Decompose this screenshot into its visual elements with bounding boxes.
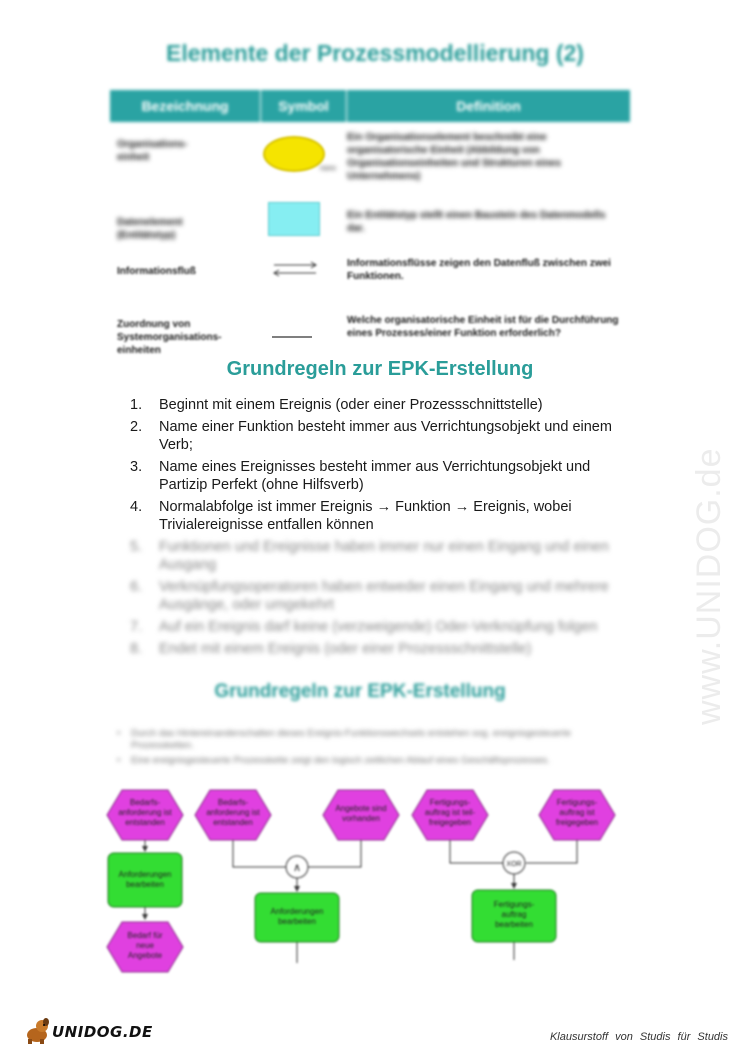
slide2-title: Grundregeln zur EPK-Erstellung — [226, 358, 534, 380]
row-def-datenelement: Ein Entitätstyp stellt einen Baustein des Datenmodells dar. — [347, 210, 606, 234]
bullet-list — [117, 728, 607, 770]
function-box — [472, 890, 556, 942]
header-symbol: Symbol — [278, 98, 329, 114]
slide3-title: Grundregeln zur EPK-Erstellung — [214, 681, 506, 702]
svg-text:Bedarf fürneueAngebote: Bedarf für neue Angebote — [127, 931, 163, 960]
and-connector — [286, 856, 308, 878]
slide1-title: Elemente der Prozessmodellierung (2) — [166, 40, 584, 66]
line-icon — [272, 335, 312, 339]
rule-item: 6. Verknüpfungsoperatoren haben entweder einen Eingang und mehrere Ausgänge, oder umgekehrt — [130, 579, 609, 613]
logo-text: UNIDOG.DE — [52, 1023, 153, 1041]
svg-text:Anforderungenbearbeiten: Anforderungen bearbeiten — [270, 907, 324, 926]
rule-item: 1. Beginnt mit einem Ereignis (oder einer Prozessschnittstelle) — [130, 397, 543, 413]
row-label-organisation: Organisations- einheit — [117, 139, 188, 163]
function-box — [255, 893, 339, 942]
svg-text:Fertigungs-auftrag ist teil-fr: Fertigungs-auftrag ist teil-freigegeben — [424, 798, 476, 827]
svg-text:Angebote sindvorhanden: Angebote sind vorhanden — [335, 804, 387, 823]
rule-item: 5. Funktionen und Ereignisse haben immer nur einen Eingang und einen Ausgang — [130, 539, 609, 573]
xor-connector — [503, 852, 525, 874]
event-hexagon — [107, 790, 183, 840]
rules-list — [130, 396, 630, 662]
double-arrow-icon — [270, 259, 320, 279]
row-label-zuordnung: Zuordnung von Systemorganisations- einheiten — [117, 319, 222, 356]
svg-text:Fertigungs-auftragbearbeiten: Fertigungs-auftrag bearbeiten — [493, 900, 535, 929]
row-def-zuordnung: Welche organisatorische Einheit ist für die Durchführung eines Prozesses/einer Funktion erforderlich? — [347, 315, 619, 339]
unidog-logo — [22, 1015, 157, 1045]
event-hexagon — [107, 922, 183, 972]
datenelement-rect-icon — [268, 202, 320, 236]
table-header — [110, 90, 630, 122]
rule-item: 8. Endet mit einem Ereignis (oder einer Prozessschnittstelle) — [130, 641, 532, 657]
rule-item: 7. Auf ein Ereignis darf keine (verzweigende) Oder-Verknüpfung folgen — [130, 619, 598, 635]
event-hexagon — [412, 790, 488, 840]
row-label-datenelement: Datenelement (Entitätstyp) — [117, 217, 183, 241]
bullet-item: • Durch das Hintereinanderschalten dieses Ereignis-Funktionswechsels entstehen sog. ereignisgesteuerte Prozessketten. — [117, 728, 607, 752]
function-box — [108, 853, 182, 907]
svg-text:Bedarfs-anforderung istentstan: Bedarfs-anforderung ist entstanden — [206, 798, 260, 827]
event-hexagon — [539, 790, 615, 840]
svg-text:∧: ∧ — [292, 862, 302, 874]
organisation-ellipse-icon — [263, 136, 325, 172]
row-label-informationsfluss: Informationsfluß — [117, 266, 196, 277]
watermark — [690, 270, 730, 740]
rule-item: 4. Normalabfolge ist immer Ereignis → Funktion → Ereignis, wobei Trivialereignisse entfallen können — [130, 499, 572, 533]
bullet-item: • Eine ereignisgesteuerte Prozesskette zeigt den logisch zeitlichen Ablauf eines Geschäftsprozesses. — [117, 755, 607, 767]
svg-text:XOR: XOR — [506, 861, 522, 868]
rule-item: 2. Name einer Funktion besteht immer aus Verrichtungsobjekt und einem Verb; — [130, 419, 612, 453]
row-def-organisation: Ein Organisationselement beschreibt eine organisatorische Einheit (Abbildung von Organisationseinheiten und Strukturen eines Unternehmens) — [347, 132, 561, 182]
svg-text:Anforderungenbearbeiten: Anforderungen bearbeiten — [118, 870, 172, 889]
header-definition: Definition — [456, 98, 521, 114]
svg-text:Bedarfs-anforderung istentstan: Bedarfs-anforderung ist entstanden — [118, 798, 172, 827]
event-hexagon — [195, 790, 271, 840]
ellipse-tag: Name — [320, 166, 337, 172]
svg-text:Fertigungs-auftrag istfreigege: Fertigungs-auftrag ist freigegeben — [555, 798, 599, 827]
row-def-informationsfluss: Informationsflüsse zeigen den Datenfluß zwischen zwei Funktionen. — [347, 258, 611, 282]
svg-text:www.UNIDOG.de: www.UNIDOG.de — [690, 447, 728, 725]
event-hexagon — [323, 790, 399, 840]
header-bezeichnung: Bezeichnung — [141, 98, 229, 114]
footer-text: Klausurstoff von Studis für Studis — [549, 1031, 728, 1043]
epk-diagram — [100, 785, 640, 980]
rule-item: 3. Name eines Ereignisses besteht immer aus Verrichtungsobjekt und Partizip Perfekt (ohne Hilfsverb) — [130, 459, 591, 493]
dog-logo-icon — [22, 1015, 52, 1045]
